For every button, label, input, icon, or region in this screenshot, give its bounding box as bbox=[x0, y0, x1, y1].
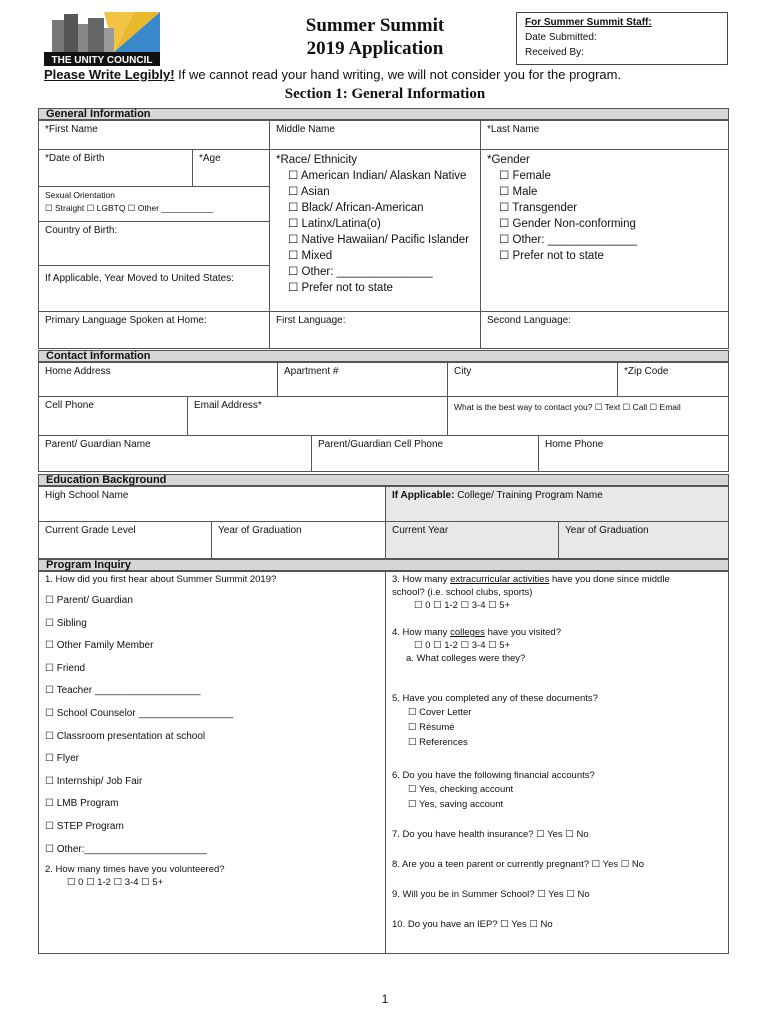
program-right-column bbox=[385, 571, 729, 954]
race-option[interactable]: ☐ Latinx/Latina(o) bbox=[288, 218, 381, 230]
city-field[interactable] bbox=[447, 362, 618, 397]
q1-options bbox=[45, 590, 379, 861]
q6-option[interactable]: ☐ Yes, saving account bbox=[408, 799, 504, 810]
race-label: *Race/ Ethnicity bbox=[276, 154, 358, 166]
middle-name-label: Middle Name bbox=[276, 124, 335, 135]
q4-options[interactable]: ☐ 0 ☐ 1-2 ☐ 3-4 ☐ 5+ bbox=[414, 640, 511, 651]
sexual-orientation-label: Sexual Orientation bbox=[45, 190, 115, 200]
year-grad2-label: Year of Graduation bbox=[565, 525, 649, 536]
dob-label: *Date of Birth bbox=[45, 153, 105, 164]
q1-option[interactable]: ☐ Teacher ___________________ bbox=[45, 685, 201, 697]
contact-information-band: Contact Information bbox=[38, 350, 729, 362]
q4-label bbox=[392, 626, 722, 639]
age-field[interactable] bbox=[192, 149, 270, 187]
q3-line2: school? (i.e. school clubs, sports) bbox=[392, 587, 533, 598]
form-title bbox=[255, 14, 495, 60]
program-inquiry-band: Program Inquiry bbox=[38, 559, 729, 571]
staff-heading: For Summer Summit Staff: bbox=[525, 17, 652, 28]
q1-option[interactable]: ☐ Other Family Member bbox=[45, 640, 154, 652]
q6-label: 6. Do you have the following financial accounts? bbox=[392, 770, 595, 781]
gender-option[interactable]: ☐ Female bbox=[499, 170, 551, 182]
race-option[interactable]: ☐ Other: _______________ bbox=[288, 266, 433, 278]
middle-name-field[interactable] bbox=[269, 120, 481, 150]
first-name-label: *First Name bbox=[45, 124, 98, 135]
logo-text: THE UNITY COUNCIL bbox=[51, 55, 153, 66]
last-name-label: *Last Name bbox=[487, 124, 540, 135]
primary-language-field[interactable] bbox=[38, 311, 270, 349]
q8-label[interactable]: 8. Are you a teen parent or currently pregnant? ☐ Yes ☐ No bbox=[392, 859, 645, 870]
date-of-birth-field[interactable] bbox=[38, 149, 193, 187]
q5-options bbox=[392, 705, 722, 750]
q10-label[interactable]: 10. Do you have an IEP? ☐ Yes ☐ No bbox=[392, 919, 553, 930]
q3-options[interactable]: ☐ 0 ☐ 1-2 ☐ 3-4 ☐ 5+ bbox=[414, 600, 511, 611]
q1-option[interactable]: ☐ STEP Program bbox=[45, 820, 124, 832]
q1-option[interactable]: ☐ Classroom presentation at school bbox=[45, 730, 206, 742]
apartment-field[interactable] bbox=[277, 362, 448, 397]
program-left-column bbox=[38, 571, 386, 954]
cell-phone-label: Cell Phone bbox=[45, 400, 94, 411]
gender-option[interactable]: ☐ Prefer not to state bbox=[499, 250, 604, 262]
q5-option[interactable]: ☐ References bbox=[408, 737, 468, 748]
primary-language-label: Primary Language Spoken at Home: bbox=[45, 315, 207, 326]
general-information-band: General Information bbox=[38, 108, 729, 120]
q1-option[interactable]: ☐ School Counselor _________________ bbox=[45, 707, 234, 719]
email-label: Email Address* bbox=[194, 400, 262, 411]
race-option[interactable]: ☐ Mixed bbox=[288, 250, 333, 262]
year-moved-label: If Applicable, Year Moved to United States: bbox=[45, 273, 235, 284]
race-option[interactable]: ☐ Black/ African-American bbox=[288, 202, 424, 214]
zip-code-field[interactable] bbox=[617, 362, 729, 397]
second-language-label: Second Language: bbox=[487, 315, 571, 326]
apartment-label: Apartment # bbox=[284, 366, 339, 377]
year-grad-label: Year of Graduation bbox=[218, 525, 302, 536]
country-label: Country of Birth: bbox=[45, 225, 118, 236]
gender-option[interactable]: ☐ Transgender bbox=[499, 202, 578, 214]
q6-options bbox=[392, 782, 722, 812]
home-phone-label: Home Phone bbox=[545, 439, 604, 450]
q9-label[interactable]: 9. Will you be in Summer School? ☐ Yes ☐ No bbox=[392, 889, 590, 900]
college-bold-label: If Applicable: bbox=[392, 490, 455, 501]
grade-level-label: Current Grade Level bbox=[45, 525, 136, 536]
q4a-label: a. What colleges were they? bbox=[406, 653, 526, 664]
race-option[interactable]: ☐ Prefer not to state bbox=[288, 282, 393, 294]
home-phone-field[interactable] bbox=[538, 435, 729, 472]
race-option[interactable]: ☐ Asian bbox=[288, 186, 330, 198]
q5-label: 5. Have you completed any of these documents? bbox=[392, 693, 598, 704]
q2-options[interactable]: ☐ 0 ☐ 1-2 ☐ 3-4 ☐ 5+ bbox=[67, 877, 164, 889]
gender-options bbox=[487, 168, 722, 264]
q3-pre: 3. How many bbox=[392, 574, 451, 585]
email-field[interactable] bbox=[187, 396, 448, 436]
age-label: *Age bbox=[199, 153, 221, 164]
year-of-graduation-field[interactable] bbox=[211, 521, 386, 559]
high-school-field[interactable] bbox=[38, 486, 386, 522]
college-field[interactable] bbox=[385, 486, 729, 522]
title-line-1: Summer Summit bbox=[305, 15, 445, 36]
zip-label: *Zip Code bbox=[624, 366, 669, 377]
q5-option[interactable]: ☐ Résumé bbox=[408, 722, 455, 733]
section-title: Section 1: General Information bbox=[284, 86, 486, 102]
legibly-rest: If we cannot read your hand writing, we will not consider you for the program. bbox=[174, 67, 622, 82]
first-language-field[interactable] bbox=[269, 311, 481, 349]
q3-post: have you done since middle bbox=[549, 574, 670, 585]
q3-underlined: extracurricular activities bbox=[450, 574, 550, 585]
grade-level-field[interactable] bbox=[38, 521, 212, 559]
title-line-2: 2019 Application bbox=[306, 38, 444, 59]
q4-underlined: colleges bbox=[450, 627, 485, 638]
gender-option[interactable]: ☐ Gender Non-conforming bbox=[499, 218, 636, 230]
q6-option[interactable]: ☐ Yes, checking account bbox=[408, 784, 514, 795]
staff-date-submitted: Date Submitted: bbox=[525, 32, 597, 43]
q1-option[interactable]: ☐ LMB Program bbox=[45, 798, 119, 810]
unity-council-logo bbox=[44, 12, 160, 66]
high-school-label: High School Name bbox=[45, 490, 129, 501]
gender-field[interactable] bbox=[480, 149, 729, 312]
second-language-field[interactable] bbox=[480, 311, 729, 349]
q1-option[interactable]: ☐ Friend bbox=[45, 662, 86, 674]
race-option[interactable]: ☐ Native Hawaiian/ Pacific Islander bbox=[288, 234, 469, 246]
gender-label: *Gender bbox=[487, 154, 530, 166]
q2-label: 2. How many times have you volunteered? bbox=[45, 864, 225, 876]
q4-pre: 4. How many bbox=[392, 627, 451, 638]
race-option[interactable]: ☐ American Indian/ Alaskan Native bbox=[288, 170, 467, 182]
race-ethnicity-field[interactable] bbox=[269, 149, 481, 312]
year-moved-field[interactable] bbox=[38, 265, 270, 312]
gender-option[interactable]: ☐ Male bbox=[499, 186, 538, 198]
parent-phone-label: Parent/Guardian Cell Phone bbox=[318, 439, 444, 450]
college-graduation-field[interactable] bbox=[558, 521, 729, 559]
q1-option[interactable]: ☐ Parent/ Guardian bbox=[45, 595, 133, 606]
country-of-birth-field[interactable] bbox=[38, 221, 270, 266]
q4-post: have you visited? bbox=[484, 627, 561, 638]
parent-name-field[interactable] bbox=[38, 435, 312, 472]
legibly-bold: Please Write Legibly! bbox=[44, 67, 175, 82]
parent-phone-field[interactable] bbox=[311, 435, 539, 472]
home-address-label: Home Address bbox=[45, 366, 111, 377]
best-way-label[interactable]: What is the best way to contact you? ☐ Text ☐ Call ☐ Email bbox=[454, 402, 681, 412]
first-name-field[interactable] bbox=[38, 120, 270, 150]
staff-box bbox=[516, 12, 728, 65]
q1-option[interactable]: ☐ Other:______________________ bbox=[45, 843, 207, 855]
legibly-notice bbox=[44, 67, 621, 82]
q3-label bbox=[392, 573, 722, 586]
gender-option[interactable]: ☐ Other: ______________ bbox=[499, 234, 638, 246]
college-label: College/ Training Program Name bbox=[454, 490, 603, 501]
current-year-label: Current Year bbox=[392, 525, 449, 536]
q7-label[interactable]: 7. Do you have health insurance? ☐ Yes ☐ No bbox=[392, 829, 589, 840]
home-address-field[interactable] bbox=[38, 362, 278, 397]
city-label: City bbox=[454, 366, 472, 377]
sexual-orientation-field[interactable] bbox=[38, 186, 270, 222]
contact-method-field[interactable] bbox=[447, 396, 729, 436]
parent-name-label: Parent/ Guardian Name bbox=[45, 439, 151, 450]
q1-option[interactable]: ☐ Sibling bbox=[45, 617, 87, 629]
cell-phone-field[interactable] bbox=[38, 396, 188, 436]
page-number: 1 bbox=[381, 992, 389, 1006]
q1-option[interactable]: ☐ Flyer bbox=[45, 753, 79, 765]
q1-label: 1. How did you first hear about Summer Summit 2019? bbox=[45, 574, 277, 585]
q1-option[interactable]: ☐ Internship/ Job Fair bbox=[45, 775, 143, 787]
last-name-field[interactable] bbox=[480, 120, 729, 150]
education-background-band: Education Background bbox=[38, 474, 729, 486]
q5-option[interactable]: ☐ Cover Letter bbox=[408, 707, 472, 718]
race-options bbox=[276, 168, 474, 296]
first-language-label: First Language: bbox=[276, 315, 346, 326]
staff-received-by: Received By: bbox=[525, 47, 584, 58]
sexual-orientation-options[interactable]: ☐ Straight ☐ LGBTQ ☐ Other ___________ bbox=[45, 203, 214, 213]
current-year-field[interactable] bbox=[385, 521, 559, 559]
